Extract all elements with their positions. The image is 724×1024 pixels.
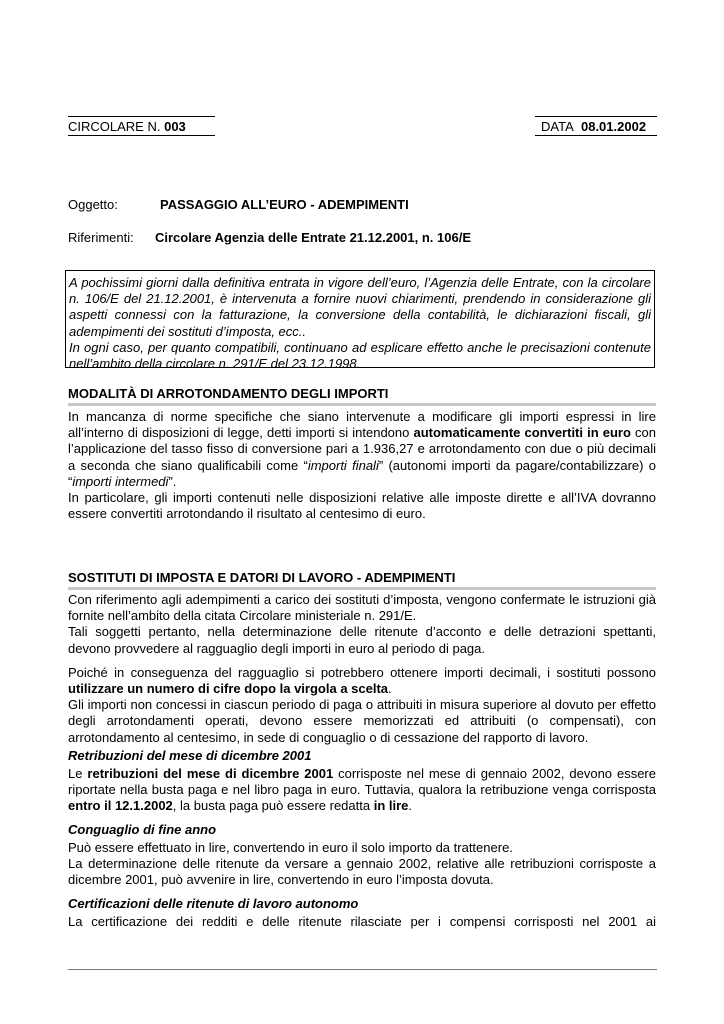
section-title-sostituti: SOSTITUTI DI IMPOSTA E DATORI DI LAVORO - ADEMPIMENTI [68,570,656,590]
body-paragraph: Può essere effettuato in lire, convertendo in euro il solo importo da trattenere. [68,840,513,855]
body-paragraph: In particolare, gli importi contenuti nelle disposizioni relative alle imposte dirette e all’IVA dovranno essere convertiti arrotondando il risultato al centesimo di euro. [68,490,656,522]
certificazioni-body [68,914,656,930]
section-body-arrotondamento [68,409,656,522]
section-title-arrotondamento: MODALITÀ DI ARROTONDAMENTO DEGLI IMPORTI [68,386,656,406]
retribuzioni-body [68,766,656,815]
riferimenti-label: Riferimenti: [68,230,134,245]
header-left-rule [68,116,215,117]
body-paragraph: Gli importi non concessi in ciascun periodo di paga o attribuiti in misura superiore al dovuto per effetto degli arrotondamenti operati, devono essere memorizzati ed attribuiti (o compensati), con arrotondamento al centesimo, in sede di conguaglio o di cessazione del rapporto di lavoro. [68,697,656,745]
oggetto-value: PASSAGGIO ALL’EURO - ADEMPIMENTI [160,197,409,212]
summary-paragraph: In ogni caso, per quanto compatibili, continuano ad esplicare effetto anche le precisazioni contenute nell’ambito della circolare n. 291/E del 23.12.1998. [69,339,651,372]
header-right-underline [535,135,657,136]
body-paragraph: Poiché in conseguenza del ragguaglio si potrebbero ottenere importi decimali, i sostituti possono utilizzare un numero di cifre dopo la virgola a scelta. [68,664,656,697]
date-value: 08.01.2002 [580,119,647,134]
circolare-label: CIRCOLARE N. [68,119,161,134]
body-paragraph: Le retribuzioni del mese di dicembre 2001 corrisposte nel mese di gennaio 2002, devono essere riportate nella busta paga e nel libro paga in euro. Tuttavia, qualora la retribuzione venga corrisposta entro il 12.1.2002, la busta paga può essere redatta in lire. [68,766,656,814]
circolare-value: 003 [164,119,186,134]
body-paragraph: La certificazione dei redditi e delle ritenute rilasciate per i compensi corrisposti nel 2001 ai [68,914,656,929]
body-paragraph: Tali soggetti pertanto, nella determinazione delle ritenute d’acconto e delle detrazioni spettanti, devono provvedere al ragguaglio degli importi in euro al periodo di paga. [68,624,656,656]
body-paragraph: La determinazione delle ritenute da versare a gennaio 2002, relative alle retribuzioni corrisposte a dicembre 2001, può avvenire in lire, convertendo in euro l’imposta dovuta. [68,856,656,888]
subheading-retribuzioni: Retribuzioni del mese di dicembre 2001 [68,748,312,763]
conguaglio-body [68,840,656,889]
section-body-sostituti [68,592,656,746]
body-paragraph: Con riferimento agli adempimenti a carico dei sostituti d’imposta, vengono confermate le istruzioni già fornite nell’ambito della citata Circolare ministeriale n. 291/E. [68,592,656,624]
footer-rule [68,969,657,970]
document-date [541,119,646,134]
header-right-rule [535,116,657,117]
body-paragraph: In mancanza di norme specifiche che siano intervenute a modificare gli importi espressi in lire all’interno di disposizioni di legge, detti importi si intendono automaticamente convertiti in euro con l’applicazione del tasso fisso di conversione pari a 1.936,27 e arrotondamento con due o più decimali a seconda che siano qualificabili come “importi finali” (autonomi importi da pagare/contabilizzare) o “importi intermedi”. [68,409,656,489]
riferimenti-value: Circolare Agenzia delle Entrate 21.12.2001, n. 106/E [155,230,472,245]
summary-paragraph: A pochissimi giorni dalla definitiva entrata in vigore dell’euro, l’Agenzia delle Entrate, con la circolare n. 106/E del 21.12.2001, è intervenuta a fornire nuovi chiarimenti, prendendo in considerazione gli aspetti connessi con la fatturazione, la conversione della contabilità, le dichiarazioni fiscali, gli adempimenti dei sostituti d’imposta, ecc.. [69,275,651,339]
header-left-underline [68,135,215,136]
date-label: DATA [541,119,574,134]
circolare-number [68,119,186,134]
subheading-certificazioni: Certificazioni delle ritenute di lavoro autonomo [68,896,359,911]
summary-box [65,270,655,372]
subheading-conguaglio: Conguaglio di fine anno [68,822,217,837]
oggetto-label: Oggetto: [68,197,118,212]
